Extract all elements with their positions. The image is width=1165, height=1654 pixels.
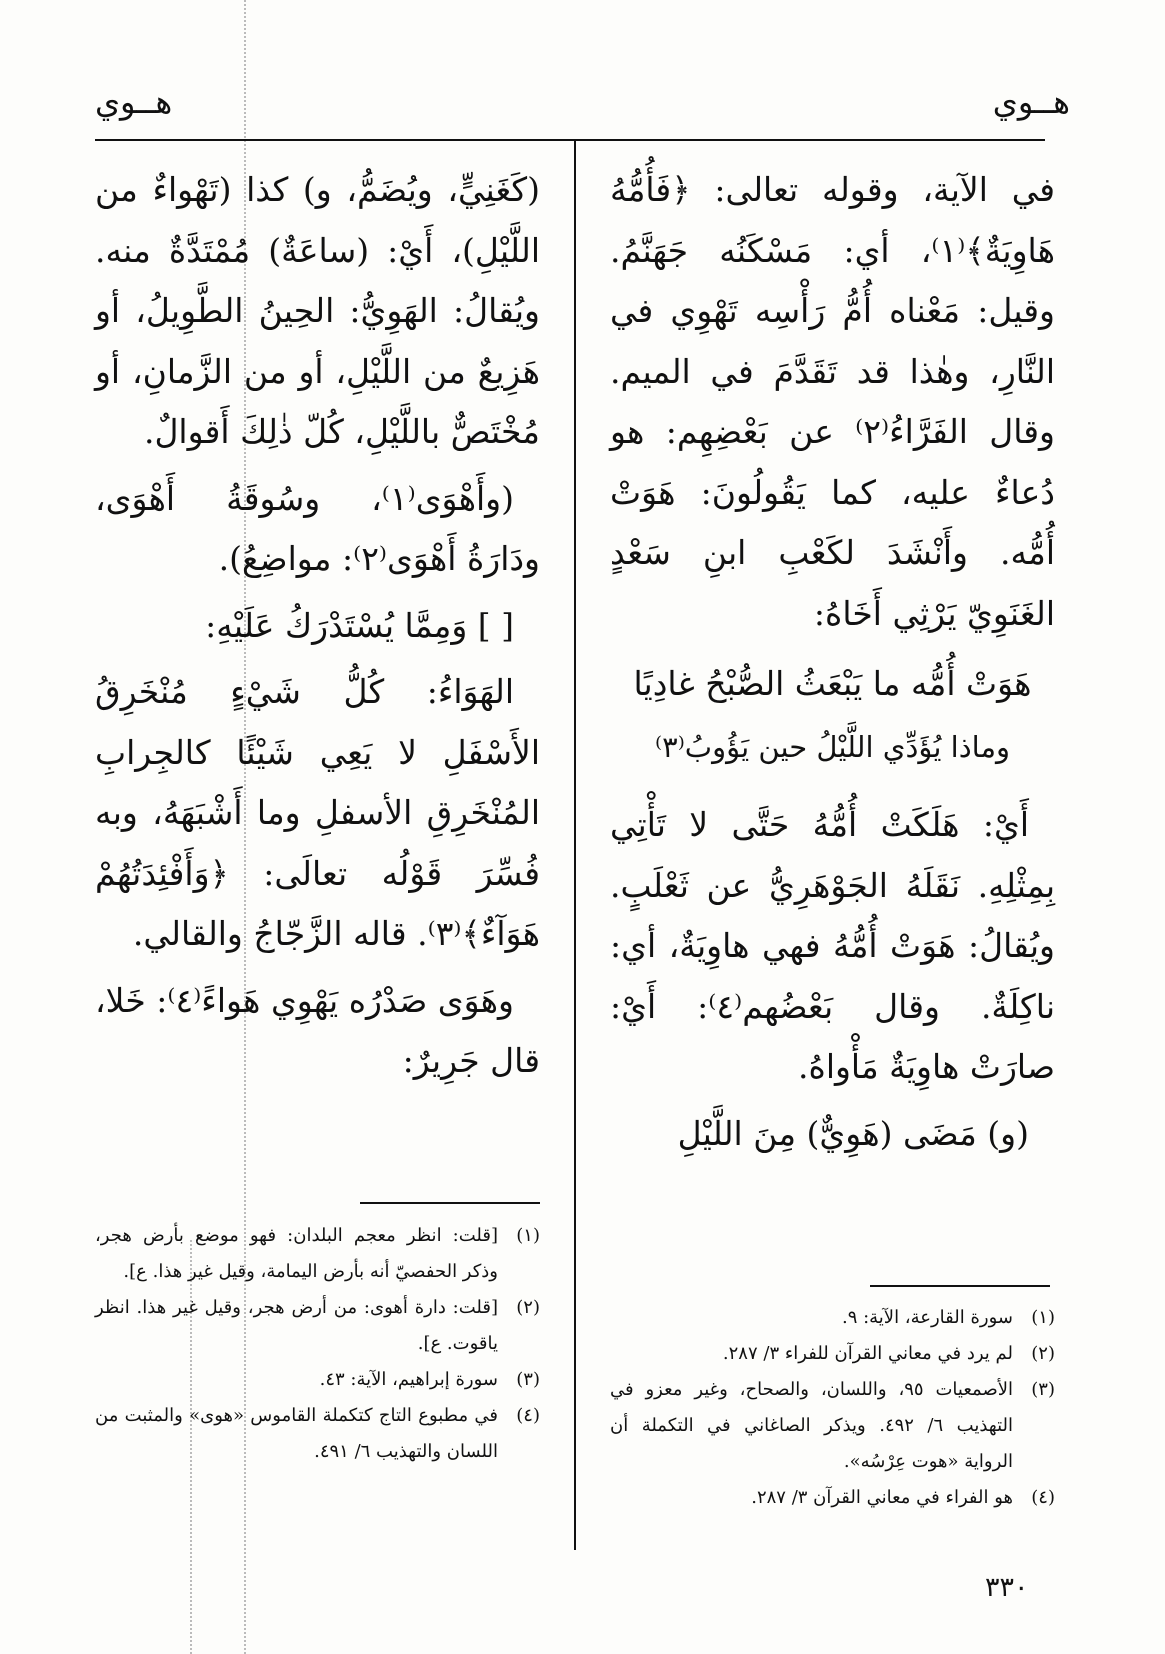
footnote (95, 1290, 540, 1362)
footnote-text: [قلت: دارة أهوى: من أرض هجر، وقيل غير هذا. انظر ياقوت. ع]. (95, 1297, 498, 1354)
verse-line-2: وماذا يُؤَدِّي اللَّيْلُ حين يَؤُوبُ⁽٣⁾ (654, 729, 1011, 764)
running-head-left: هــوي (95, 83, 173, 121)
right-paragraph: في الآية، وقوله تعالى: ﴿فَأُمُّهُ هَاوِيَةٌ﴾⁽١⁾، أي: مَسْكَنُه جَهَنَّمُ. وقيل: مَعْناه أُمُّ رَأْسِه تَهْوِي في النَّارِ، وهٰذا قد تَقَدَّمَ في الميم. وقال الفَرَّاءُ⁽٢⁾ عن بَعْضِهِم: هو دُعاءٌ عليه، كما يَقُولُونَ: هَوَتْ أُمُّه. وأَنْشَدَ لكَعْبِ ابنِ سَعْدٍ الغَنَوِيّ يَرْثِي أَخَاهُ: (610, 170, 1055, 633)
addendum-heading: [ ] وَمِمَّا يُسْتَدْرَكُ عَلَيْهِ: (205, 605, 514, 645)
footnote-text: الأصمعيات ٩٥، واللسان، والصحاح، وغير معزو في التهذيب ٦/ ٤٩٢. ويذكر الصاغاني في التكملة أن الرواية «هوت عِرْسُه». (610, 1379, 1013, 1472)
footnote-number: (١) (1031, 1307, 1055, 1328)
footnote (610, 1372, 1055, 1480)
footnote-number: (١) (516, 1225, 540, 1246)
footnote (95, 1398, 540, 1470)
footnote-text: [قلت: انظر معجم البلدان: فهو موضع بأرض هجر، وذكر الحفصيّ أنه بأرض اليمامة، وقيل غير هذا. ع]. (95, 1225, 498, 1282)
left-paragraph-2: (وأَهْوَى⁽١⁾، وسُوقَةُ أَهْوَى، ودَارَةُ أَهْوَى⁽٢⁾: مواضِعُ). (95, 478, 540, 578)
left-paragraph-4: الهَوَاءُ: كُلُّ شَيْءٍ مُنْخَرِقُ الأَسْفَلِ لا يَعِي شَيْئًا كالجِرابِ المُنْخَرِقِ الأسفلِ وما أَشْبَهَهُ، وبه فُسِّرَ قَوْلُه تعالَى: ﴿وَأَفْئِدَتُهُمْ هَوَآءٌ﴾⁽٣⁾. قاله الزَّجّاجُ والقالي. (95, 672, 540, 953)
footnote-number: (٢) (516, 1297, 540, 1318)
footnotes-right (610, 1300, 1055, 1516)
footnote-text: في مطبوع التاج كتكملة القاموس «هوى» والمثبت من اللسان والتهذيب ٦/ ٤٩١. (95, 1405, 498, 1462)
left-paragraph-1: (كَغَنِيٍّ، ويُضَمُّ، و) كذا (تَهْواءٌ من اللَّيْلِ)، أَيْ: (ساعَةٌ) مُمْتَدَّةٌ منه. ويُقالُ: الهَوِيُّ: الحِينُ الطَّوِيلُ، أو هَزِيعٌ من اللَّيْلِ، أو من الزَّمانِ، أو مُخْتَصٌّ باللَّيْلِ، كُلّ ذٰلِكَ أَقوالٌ. (95, 170, 540, 451)
footnote-number: (٤) (1031, 1487, 1055, 1508)
footnote-number: (٣) (1031, 1379, 1055, 1400)
right-paragraph-after-verse: أَيْ: هَلَكَتْ أُمُّهُ حَتَّى لا تَأْتِي بِمِثْلِهِ. نَقَلَهُ الجَوْهَرِيُّ عن ثَعْلَبٍ. ويُقالُ: هَوَتْ أُمُّهُ فهي هاوِيَةٌ، أي: ناكِلَةٌ. وقال بَعْضُهم⁽٤⁾: أَيْ: صارَتْ هاوِيَةٌ مَأْواهُ. (610, 805, 1055, 1086)
page-number: ٣٣٠ (985, 1572, 1029, 1603)
footnote (95, 1218, 540, 1290)
footnote-text: سورة القارعة، الآية: ٩. (841, 1307, 1013, 1328)
right-column (610, 160, 1055, 1164)
footnote-rule-right (870, 1285, 1050, 1287)
footnote-number: (٣) (516, 1369, 540, 1390)
footnote-number: (٤) (516, 1405, 540, 1426)
entry-continuation: (و) مَضَى (هَوِيٌّ) مِنَ اللَّيْلِ (677, 1113, 1029, 1153)
column-divider (574, 140, 576, 1550)
left-column (95, 160, 540, 1092)
running-head-right: هــوي (992, 83, 1070, 121)
footnote-number: (٢) (1031, 1343, 1055, 1364)
left-paragraph-5: وهَوَى صَدْرُه يَهْوِي هَواءً⁽٤⁾: خَلا، قال جَرِيرٌ: (95, 980, 540, 1080)
footnote-text: سورة إبراهيم، الآية: ٤٣. (319, 1369, 498, 1390)
footnote (95, 1362, 540, 1398)
footnote-text: هو الفراء في معاني القرآن ٣/ ٢٨٧. (751, 1487, 1013, 1508)
footnote-text: لم يرد في معاني القرآن للفراء ٣/ ٢٨٧. (722, 1343, 1013, 1364)
footnotes-left (95, 1218, 540, 1470)
footnote (610, 1336, 1055, 1372)
footnote-rule-left (360, 1202, 540, 1204)
verse-line-1: هَوَتْ أُمُّه ما يَبْعَثُ الصُّبْحُ غادِيًا (633, 664, 1032, 703)
footnote (610, 1300, 1055, 1336)
footnote (610, 1480, 1055, 1516)
header-rule (95, 139, 1045, 141)
